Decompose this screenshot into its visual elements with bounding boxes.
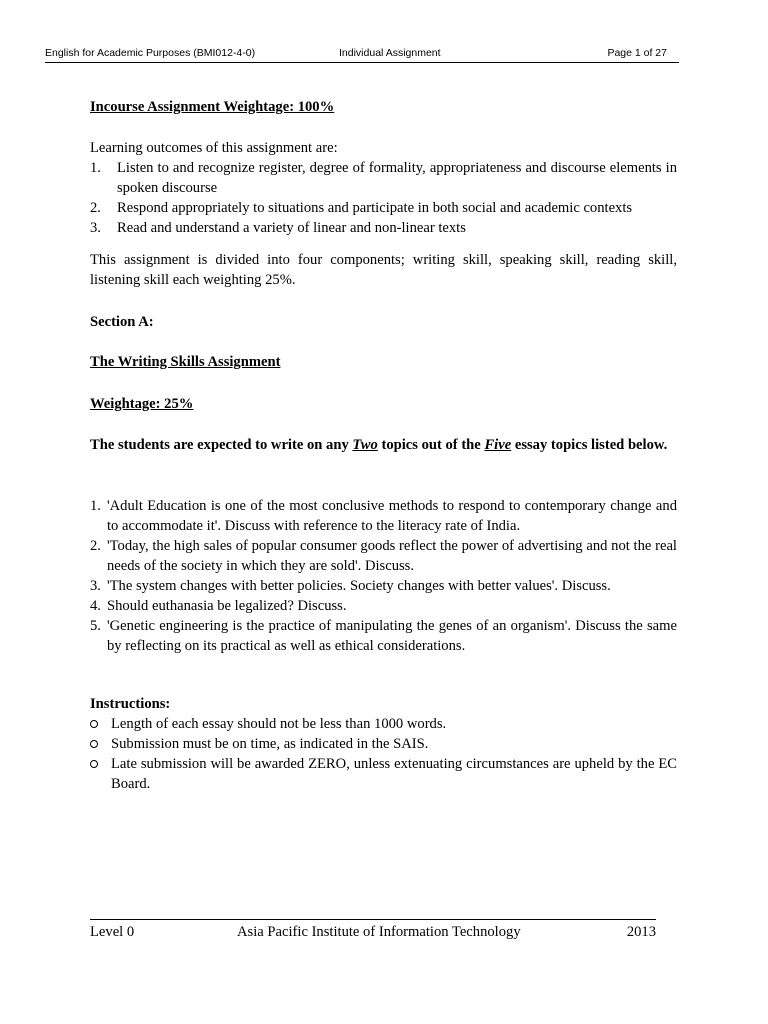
topic-text: 'Today, the high sales of popular consumer goods reflect the power of advertising and not the real needs of the society in which they are sold'. Discuss. xyxy=(107,538,677,574)
header-page-number: Page 1 of 27 xyxy=(607,47,667,59)
section-weightage: Weightage: 25% xyxy=(90,396,194,412)
outcome-number: 1. xyxy=(90,160,101,176)
instructions xyxy=(90,694,677,794)
topic-number: 5. xyxy=(90,618,101,634)
essay-topics xyxy=(90,496,677,656)
instruction-item xyxy=(90,734,677,754)
topic-item xyxy=(90,536,677,576)
outcome-item xyxy=(90,218,677,238)
outcome-item xyxy=(90,158,677,198)
circle-bullet-icon xyxy=(90,760,98,768)
instruction-text: Late submission will be awarded ZERO, unless extenuating circumstances are upheld by the EC Board. xyxy=(111,756,677,792)
weightage-title-block xyxy=(90,97,677,117)
task-text-2: topics out of the xyxy=(377,437,485,453)
circle-bullet-icon xyxy=(90,740,98,748)
footer-level: Level 0 xyxy=(90,924,135,940)
topic-number: 2. xyxy=(90,538,101,554)
instructions-title: Instructions: xyxy=(90,696,171,712)
topic-number: 4. xyxy=(90,598,101,614)
task-two: Two xyxy=(352,437,378,453)
page-header xyxy=(45,46,679,63)
topic-number: 3. xyxy=(90,578,101,594)
task-text-3: essay topics listed below. xyxy=(511,437,668,453)
section-title-block xyxy=(90,352,677,372)
components-text: This assignment is divided into four components; writing skill, speaking skill, reading skill, listening skill each weighting 25%. xyxy=(90,252,677,288)
topic-text: 'Adult Education is one of the most conclusive methods to respond to contemporary change and to accommodate it'. Discuss with reference to the literacy rate of India. xyxy=(107,498,677,534)
topic-text: 'Genetic engineering is the practice of manipulating the genes of an organism'. Discuss the same by reflecting on its practical as well as ethical considerations. xyxy=(107,618,677,654)
topic-item xyxy=(90,576,677,596)
components-paragraph xyxy=(90,250,677,290)
instruction-text: Length of each essay should not be less than 1000 words. xyxy=(111,716,447,732)
page-footer xyxy=(90,924,656,944)
task-text-1: The students are expected to write on any xyxy=(90,437,353,453)
header-assignment-type: Individual Assignment xyxy=(339,47,441,59)
header-course-title: English for Academic Purposes (BMI012-4-0) xyxy=(45,47,256,59)
instruction-text: Submission must be on time, as indicated in the SAIS. xyxy=(111,736,429,752)
outcome-text: Listen to and recognize register, degree of formality, appropriateness and discourse elements in spoken discourse xyxy=(117,160,677,196)
topic-item xyxy=(90,596,677,616)
outcome-number: 2. xyxy=(90,200,101,216)
section-weightage-block xyxy=(90,394,677,414)
section-label: Section A: xyxy=(90,314,154,330)
footer-institute: Asia Pacific Institute of Information Technology xyxy=(237,924,521,940)
task-five: Five xyxy=(484,437,512,453)
learning-outcomes xyxy=(90,138,677,238)
section-title: The Writing Skills Assignment xyxy=(90,354,281,370)
outcomes-intro: Learning outcomes of this assignment are: xyxy=(90,140,338,156)
footer-year: 2013 xyxy=(626,924,656,940)
topic-number: 1. xyxy=(90,498,101,514)
topic-item xyxy=(90,616,677,656)
topic-text: Should euthanasia be legalized? Discuss. xyxy=(107,598,347,614)
outcome-text: Read and understand a variety of linear and non-linear texts xyxy=(117,220,466,236)
circle-bullet-icon xyxy=(90,720,98,728)
outcome-text: Respond appropriately to situations and participate in both social and academic contexts xyxy=(117,200,633,216)
outcome-item xyxy=(90,198,677,218)
topic-text: 'The system changes with better policies. Society changes with better values'. Discuss. xyxy=(107,578,611,594)
instruction-item xyxy=(90,714,677,734)
outcomes-list xyxy=(90,158,677,238)
instructions-list xyxy=(90,714,677,794)
topics-list xyxy=(90,496,677,656)
weightage-title: Incourse Assignment Weightage: 100% xyxy=(90,99,335,115)
task-statement xyxy=(90,435,677,455)
topic-item xyxy=(90,496,677,536)
instruction-item xyxy=(90,754,677,794)
outcome-number: 3. xyxy=(90,220,101,236)
footer-divider xyxy=(90,919,656,920)
section-label-block xyxy=(90,312,677,332)
